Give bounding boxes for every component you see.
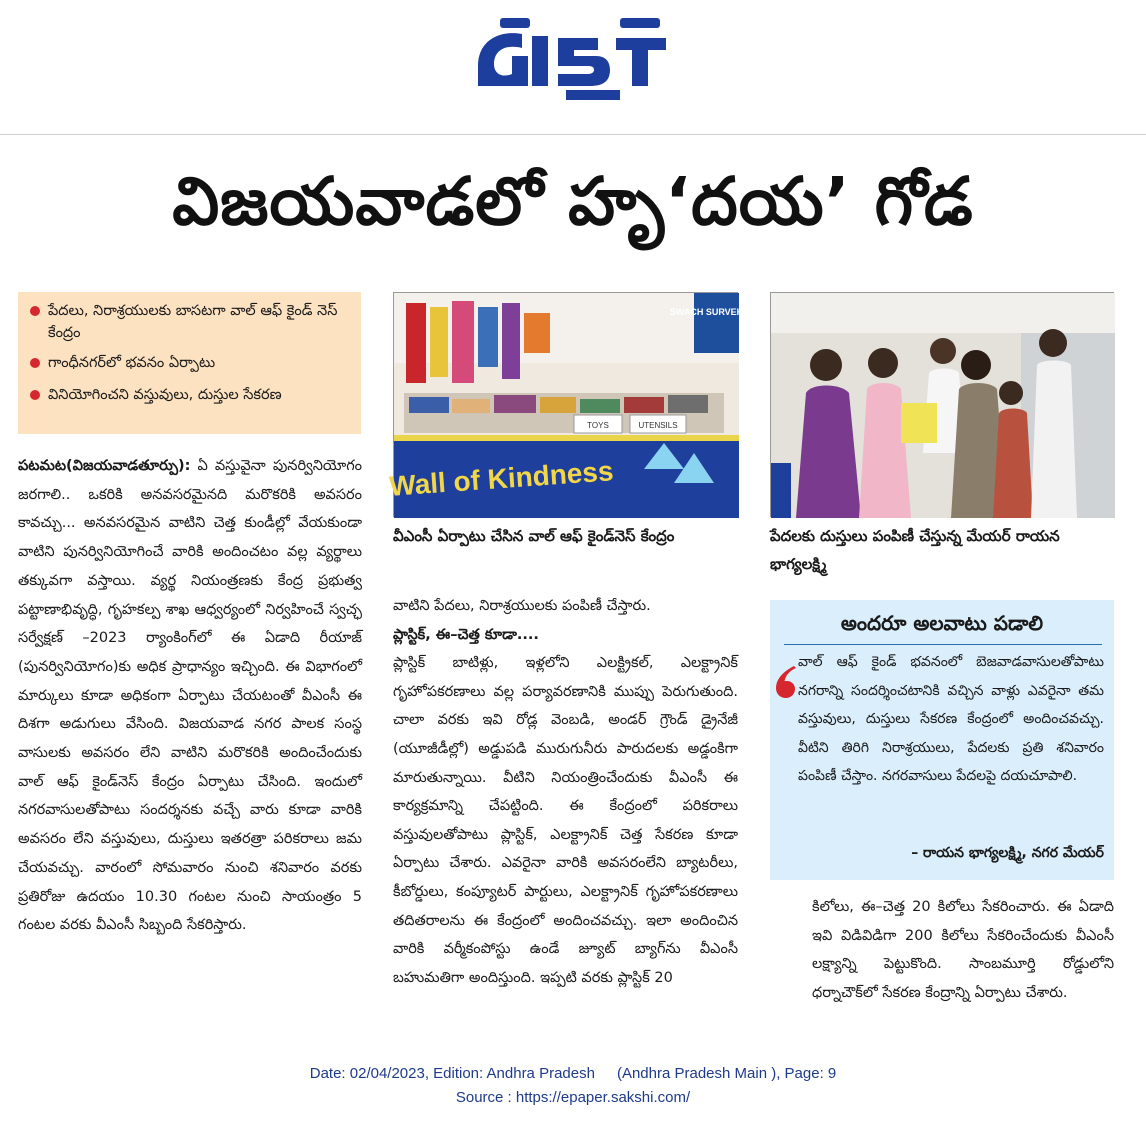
box-label: TOYS	[587, 421, 609, 430]
article-intro-2: వాటిని పేదలు, నిరాశ్రయులకు పంపిణీ చేస్తారు.	[393, 598, 651, 614]
highlight-item	[30, 384, 355, 406]
article-body-1: ఏ వస్తువైనా పునర్వినియోగం జరగాలి.. ఒకరికి అనవసరమైనది మరొకరికి అవసరం కావచ్చు... అనవసరమైన వాటిని చెత్త కుండీల్లో వేయకుండా వాటిని పునర్వినియోగించే వారికి అందించటం వల్ల వ్యర్థాలు తక్కువగా వస్తాయి. వ్యర్థ నియంత్రణకు కేంద్ర ప్రభుత్వ పట్టాణాభివృద్ధి, గృహకల్ప శాఖ ఆధ్వర్యంలో నిర్వహించే స్వచ్ఛ సర్వేక్షణ్‌ –2023 ర్యాంకింగ్‌లో ఈ ఏడాది రీయాజ్‌ (పునర్వినియోగం)కు అధిక ప్రాధాన్యం ఇచ్చింది. ఈ విభాగంలో మార్కులు కూడా అధికంగా ఏర్పాటు చేయటంతో వీఎంసీ ఈ దిశగా అడుగులు వేసింది. విజయవాడ నగర పాలక సంస్థ వాసులకు అవసరం లేని వాటిని మరొకరికి అందించేందుకు వాల్‌ ఆఫ్‌ కైండ్‌నెస్‌ కేంద్రం ఏర్పాటు చేసింది. ఇందులో నగరవాసులతోపాటు సందర్శనకు వచ్చే వారు కూడా వారికి అవసరం లేని వస్తువులు, దుస్తులు ఇతరత్రా పరికరాలు జమ చేయవచ్చు. వారంలో సోమవారం నుంచి శనివారం వరకు ప్రతిరోజు ఉదయం 10.30 గంటల నుంచి సాయంత్రం 5 గంటల వరకు వీఎంసీ సిబ్బంది సేకరిస్తారు.	[18, 458, 362, 934]
highlight-item	[30, 352, 355, 374]
headline: విజయవాడలో హృ‘దయ’ గోడ	[172, 163, 974, 240]
article-body-2: ప్లాస్టిక్‌ బాటిళ్లు, ఇళ్లలోని ఎలక్ట్రికల్, ఎలక్ట్రానిక్‌ గృహోపకరణాలు వల్ల పర్యావరణానికి ముప్పు పెరుగుతుంది. చాలా వరకు ఇవి రోడ్ల వెంబడి, అండర్‌ గ్రౌండ్‌ డ్రైనేజీ (యూజీడీల్లో) అడ్డుపడి మురుగునీరు పారుదలకు అడ్డంకిగా మారుతున్నాయి. వీటిని నియంత్రించేందుకు వీఎంసీ ఈ కార్యక్రమాన్ని చేపట్టింది. ఈ కేంద్రంలో పరికరాలు వస్తువులతోపాటు ప్లాస్టిక్, ఎలక్ట్రానిక్‌ చెత్త సేకరణ కూడా ఏర్పాటు చేశారు. ఎవరైనా వారికి అవసరంలేని బ్యాటరీలు, కీబోర్డులు, కంప్యూటర్‌ పార్టులు, ఎలక్ట్రానిక్‌ గృహోపకరణాలు తదితరాలను ఈ కేంద్రంలో అందించవచ్చు. ఇలా అందించిన వారికి వర్మీకంపోస్టు ఉండే జ్యూట్‌ బ్యాగ్‌ను వీఎంసీ బహుమతిగా అందిస్తుంది. ఇప్పటి వరకు ప్లాస్టిక్‌ 20	[393, 655, 738, 986]
bullet-dot-icon	[30, 306, 40, 316]
highlights-box	[18, 292, 361, 434]
photo-caption-1: వీఎంసీ ఏర్పాటు చేసిన వాల్‌ ఆఫ్‌ కైండ్‌నెస్‌ కేంద్రం	[393, 527, 675, 545]
quote-box	[770, 600, 1114, 880]
sign-text: SWACH SURVEKSHA	[669, 307, 763, 317]
footer-edition-line	[0, 1062, 1146, 1086]
bullet-dot-icon	[30, 390, 40, 400]
article-column-2	[393, 592, 738, 992]
distribution-photo-illustration	[771, 293, 1115, 518]
highlight-item	[30, 300, 355, 344]
quote-title: అందరూ అలవాటు పడాలి	[840, 611, 1044, 635]
quote-attribution: – రాయన భాగ్యలక్ష్మి, నగర మేయర్‌	[911, 845, 1104, 861]
photo-distribution	[770, 292, 1114, 517]
bullet-dot-icon	[30, 358, 40, 368]
highlight-text: గాంధీనగర్‌లో భవనం ఏర్పాటు	[48, 355, 216, 371]
highlight-text: పేదలు, నిరాశ్రయులకు బాసటగా వాల్‌ ఆఫ్‌ కైండ్‌ నెస్‌ కేంద్రం	[48, 303, 338, 341]
box-label: UTENSILS	[638, 421, 678, 430]
masthead-rule	[0, 134, 1146, 135]
masthead	[0, 0, 1146, 135]
photo-caption-2: పేదలకు దుస్తులు పంపిణీ చేస్తున్న మేయర్‌ రాయన భాగ్యలక్ష్మి	[770, 527, 1060, 573]
footer-date-edition: Date: 02/04/2023, Edition: Andhra Pradesh	[309, 1065, 595, 1082]
highlight-text: వినియోగించని వస్తువులు, దుస్తుల సేకరణ	[48, 387, 282, 403]
quote-title-rule	[784, 644, 1102, 645]
quote-body: వాల్‌ ఆఫ్‌ కైండ్‌ భవనంలో బెజవాడవాసులతోపాటు నగరాన్ని సందర్శించటానికి వచ్చిన వాళ్లు ఎవరైనా తమ వస్తువులు, దుస్తులు సేకరణ కేంద్రంలో అందించవచ్చు. వీటిని తిరిగి నిరాశ్రయులు, పేదలకు ప్రతి శనివారం పంపిణీ చేస్తాం. నగరవాసులు పేదలపై దయచూపాలి.	[798, 654, 1104, 784]
article-column-3: కిలోలు, ఈ–చెత్త 20 కిలోలు సేకరించారు. ఈ ఏడాది ఇవి విడివిడిగా 200 కిలోలు సేకరించేందుకు వీఎంసీ లక్ష్యాన్ని పెట్టుకొంది. సాంబమూర్తి రోడ్డులోని ధర్నాచౌక్‌లో సేకరణ కేంద్రాన్ని ఏర్పాటు చేశారు.	[812, 899, 1114, 1001]
article-column-1	[18, 452, 362, 940]
footer-main-page: (Andhra Pradesh Main ), Page: 9	[616, 1065, 837, 1082]
photo-wall-of-kindness	[388, 292, 763, 517]
page-footer	[0, 1062, 1146, 1110]
stall-photo-illustration	[388, 293, 763, 518]
footer-source: Source : https://epaper.sakshi.com/	[455, 1089, 691, 1106]
banner-text: Wall of Kindness	[388, 455, 615, 502]
sakshi-logo	[470, 4, 680, 104]
subheading: ప్లాస్టిక్, ఈ–చెత్త కూడా....	[393, 626, 539, 643]
dateline: పటమట(విజయవాడతూర్పు):	[18, 458, 191, 474]
